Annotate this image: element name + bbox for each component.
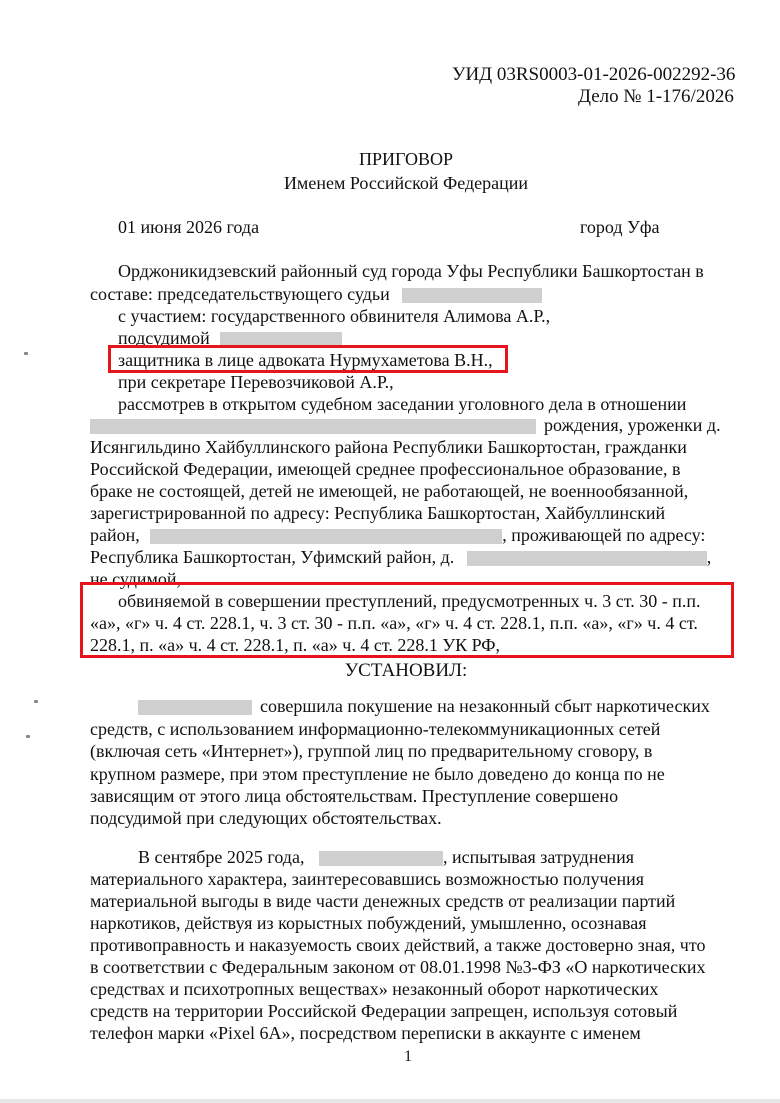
residence-text: Республика Башкортостан, Уфимский район, д. <box>90 547 455 567</box>
considered-line: рассмотрев в открытом судебном заседании уголовного дела в отношении <box>118 394 687 414</box>
verdict-date: 01 июня 2026 года <box>118 217 260 237</box>
redacted-judge-name <box>402 288 542 303</box>
p1-line-1 <box>90 695 710 717</box>
residence-label: , проживающей по адресу: <box>502 525 706 545</box>
p1-line-3: (включая сеть «Интернет»), группой лиц по предварительному сговору, в <box>90 741 653 761</box>
charge-highlight <box>80 582 734 658</box>
court-name-line: Орджоникидзевский районный суд города Уфы Республики Башкортостан в <box>118 261 704 281</box>
judge-label: составе: председательствующего судьи <box>90 284 390 304</box>
charge-line-3: 228.1, п. «а» ч. 4 ст. 228.1, п. «а» ч. 4 ст. 228.1 УК РФ, <box>90 635 501 655</box>
redacted-residence-address <box>467 551 707 566</box>
defender-highlight <box>108 345 508 373</box>
marital-line: браке не состоящей, детей не имеющей, не работающей, не военнообязанной, <box>90 481 689 501</box>
residence-line <box>90 546 711 568</box>
p2-line-1-start: В сентябре 2025 года, <box>138 847 305 867</box>
secretary-line: при секретаре Перевозчиковой А.Р., <box>118 372 394 392</box>
p1-line-1-text: совершила покушение на незаконный сбыт наркотических <box>260 696 710 716</box>
judge-line <box>90 283 542 305</box>
prosecutor-line: с участием: государственного обвинителя Алимова А.Р., <box>118 306 551 326</box>
verdict-city: город Уфа <box>580 217 660 237</box>
scan-speck <box>34 700 38 703</box>
birth-line <box>90 414 730 436</box>
redacted-registration-address <box>150 529 502 544</box>
document-title: ПРИГОВОР <box>359 149 453 169</box>
redacted-birth-data <box>90 419 536 434</box>
page-number: 1 <box>404 1048 412 1065</box>
district-label: район, <box>90 525 140 545</box>
birth-text: рождения, уроженки д. <box>544 415 721 435</box>
p1-line-6: подсудимой при следующих обстоятельствах. <box>90 808 442 828</box>
redacted-defendant-name-3 <box>319 851 443 866</box>
defendant-label: подсудимой <box>118 328 210 348</box>
p1-line-2: средств, с использованием информационно-телекоммуникационных сетей <box>90 719 661 739</box>
p2-line-3: материальной выгоды в виде части денежных средств от реализации партий <box>90 891 676 911</box>
scan-speck <box>24 352 28 355</box>
p2-line-9: телефон марки «Pixel 6A», посредством переписки в аккаунте с именем <box>90 1023 641 1043</box>
p2-line-5: противоправность и наказуемость своих действий, а также достоверно зная, что <box>90 935 706 955</box>
p2-line-1 <box>138 846 634 868</box>
scan-edge <box>0 1099 780 1103</box>
document-subtitle: Именем Российской Федерации <box>283 173 529 193</box>
p2-line-2: материального характера, заинтересовавшись возможностью получения <box>90 869 645 889</box>
p2-line-6: в соответствии с Федеральным законом от 08.01.1998 №3-ФЗ «О наркотических <box>90 957 706 977</box>
p2-line-1-end: , испытывая затруднения <box>442 847 634 867</box>
charge-line-2: «а», «г» ч. 4 ст. 228.1, ч. 3 ст. 30 - п.п. «а», «г» ч. 4 ст. 228.1, п.п. «а», «г» ч. 4 ст. <box>90 613 698 633</box>
residence-comma: , <box>706 547 712 567</box>
redacted-defendant-name-2 <box>138 700 252 715</box>
scan-speck <box>26 735 30 738</box>
registration-line: зарегистрированной по адресу: Республика Башкортостан, Хайбуллинский <box>90 503 666 523</box>
established-heading: УСТАНОВИЛ: <box>344 660 468 681</box>
case-uid: УИД 03RS0003-01-2026-002292-36 <box>452 64 736 85</box>
case-number: Дело № 1-176/2026 <box>578 86 734 107</box>
p1-line-4: крупном размере, при этом преступление не было доведено до конца по не <box>90 764 665 784</box>
charge-line-1: обвиняемой в совершении преступлений, предусмотренных ч. 3 ст. 30 - п.п. <box>118 591 701 611</box>
citizenship-line: Российской Федерации, имеющей среднее профессиональное образование, в <box>90 459 681 479</box>
p2-line-8: средств на территории Российской Федерации запрещен, используя сотовый <box>90 1001 678 1021</box>
criminal-record-line: не судимой, <box>90 569 182 589</box>
p1-line-5: зависящим от этого лица обстоятельствам. Преступление совершено <box>90 786 619 806</box>
defender-line: защитника в лице адвоката Нурмухаметова В.Н., <box>118 350 493 370</box>
native-line: Исянгильдино Хайбуллинского района Республики Башкортостан, гражданки <box>90 437 687 457</box>
district-line <box>90 524 705 546</box>
p2-line-7: средствах и психотропных веществах» незаконный оборот наркотических <box>90 979 659 999</box>
p2-line-4: наркотиков, действуя из корыстных побуждений, умышленно, осознавая <box>90 913 647 933</box>
